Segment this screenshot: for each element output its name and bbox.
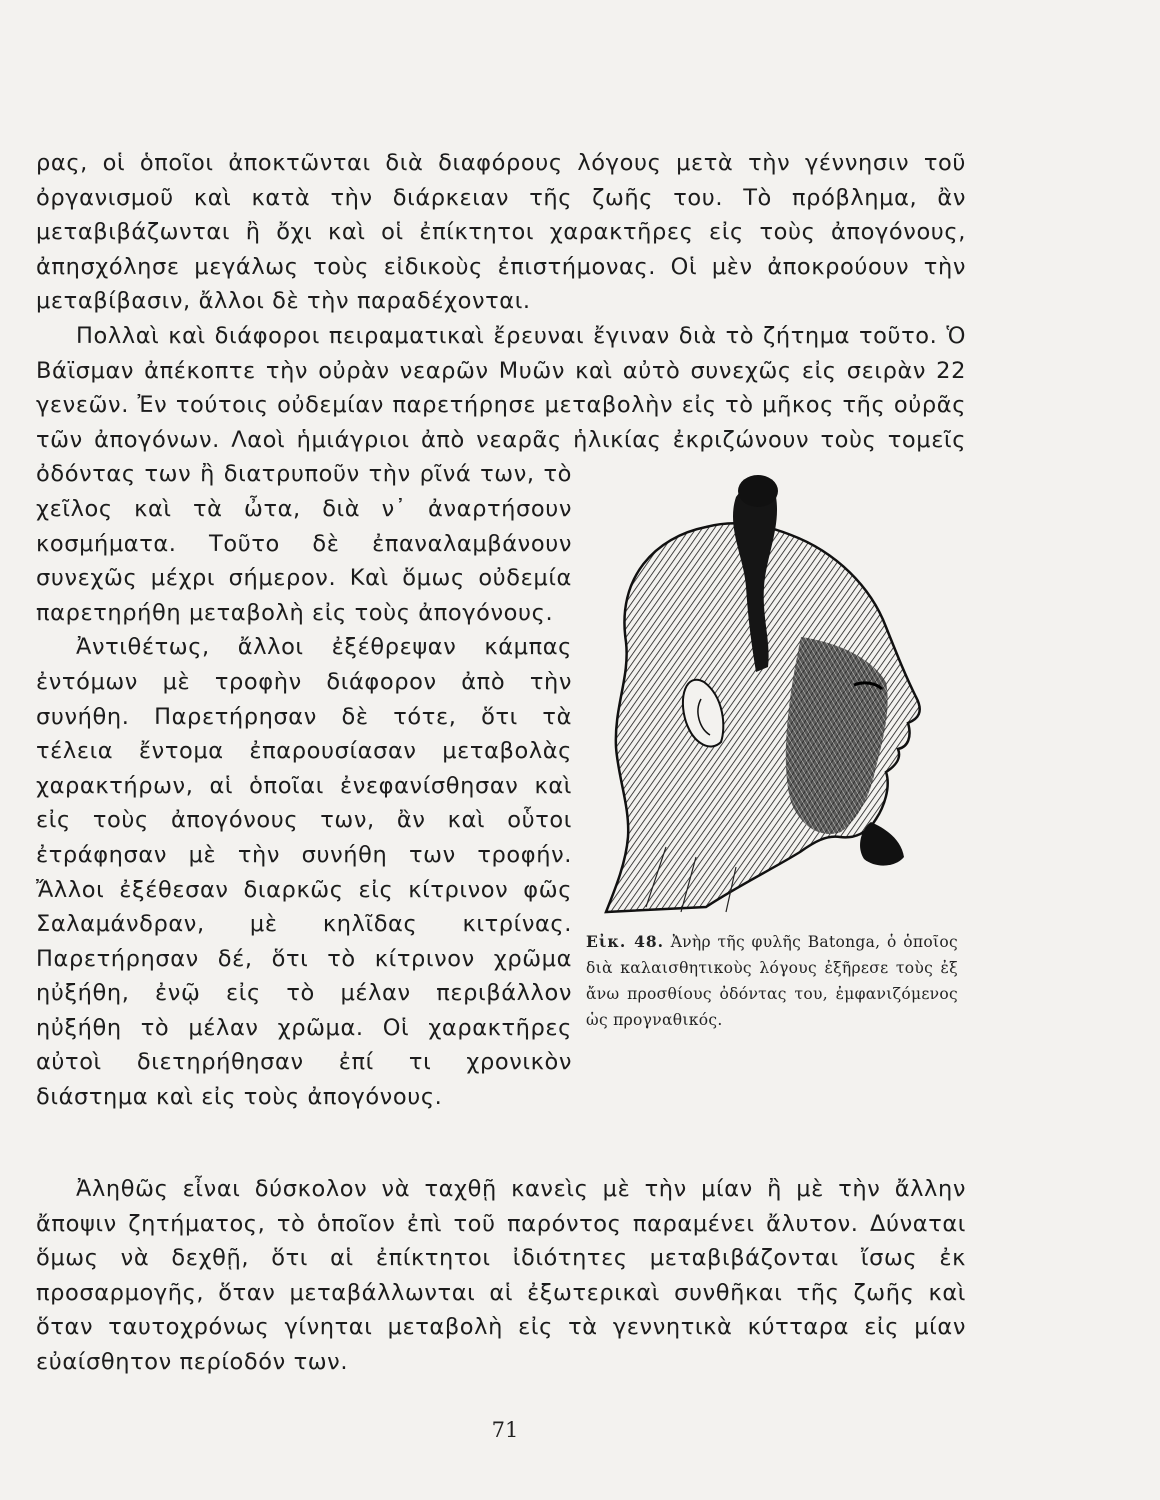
- figure-caption: [586, 929, 958, 1033]
- page-number: 71: [491, 1418, 519, 1442]
- paragraph-4: Ἀληθῶς εἶναι δύσκολον νὰ ταχθῇ κανεὶς μὲ τὴν μίαν ἢ μὲ τὴν ἄλλην ἄποψιν ζητήματος, τὸ ὁποῖον ἐπὶ τοῦ παρόντος παραμένει ἄλυτον. Δύναται ὅμως νὰ δεχθῇ, ὅτι αἱ ἐπίκτητοι ἰδιότητες μεταβιβάζονται ἴσως ἐκ προσαρμογῆς, ὅταν μεταβάλλωνται αἱ ἐξωτερικαὶ συνθῆκαι τῆς ζωῆς καὶ ὅταν ταυτοχρόνως γίνηται μεταβολὴ εἰς τὰ γεννητικὰ κύτταρα εἰς μίαν εὐαίσθητον περίοδόν των.: [36, 1176, 966, 1375]
- figure-caption-text: Ἀνὴρ τῆς φυλῆς Batonga, ὁ ὁποῖος διὰ καλαισθητικοὺς λόγους ἐξῆρεσε τοὺς ἐξ ἄνω προσθίους ὀδόντας του, ἐμφανιζόμενος ὡς προγναθικός.: [586, 933, 958, 1029]
- paragraph-3: Ἀντιθέτως, ἄλλοι ἐξέθρεψαν κάμπας ἐντόμων μὲ τροφὴν διάφορον ἀπὸ τὴν συνήθη. Παρετήρησαν δὲ τότε, ὅτι τὰ τέλεια ἔντομα ἐπαρουσίασαν μεταβολὰς χαρακτήρων, αἱ ὁποῖαι ἐνεφανίσθησαν καὶ εἰς τοὺς ἀπογόνους των, ἂν καὶ οὗτοι ἐτράφησαν μὲ τὴν συνήθη των τροφήν. Ἄλλοι ἐξέθεσαν διαρκῶς εἰς κίτρινον φῶς Σαλαμάνδραν, μὲ κηλῖδας κιτρίνας. Παρετήρησαν δέ, ὅτι τὸ κίτρινον χρῶμα ηὐξήθη, ἐνῷ εἰς τὸ μέλαν περιβάλλον ηὐξήθη τὸ μέλαν χρῶμα. Οἱ χαρακτῆρες αὐτοὶ διετηρήθησαν ἐπί τι χρονικὸν διάστημα καὶ εἰς τοὺς ἀπογόνους.: [36, 634, 572, 1111]
- batonga-man-illustration: [586, 467, 966, 915]
- body-text-column: [36, 319, 966, 1319]
- body-text-lower: [36, 1172, 966, 1380]
- body-text-top: [36, 146, 966, 319]
- figure-label: Εἰκ. 48.: [586, 932, 665, 951]
- paragraph-1: ρας, οἱ ὁποῖοι ἀποκτῶνται διὰ διαφόρους λόγους μετὰ τὴν γέννησιν τοῦ ὀργανισμοῦ καὶ κατὰ τὴν διάρκειαν τῆς ζωῆς του. Τὸ πρόβλημα, ἂν μεταβιβάζωνται ἢ ὄχι καὶ οἱ ἐπίκτητοι χαρακτῆρες εἰς τοὺς ἀπογόνους, ἀπησχόλησε μεγάλως τοὺς εἰδικοὺς ἐπιστήμονας. Οἱ μὲν ἀποκρούουν τὴν μεταβίβασιν, ἄλλοι δὲ τὴν παραδέχονται.: [36, 150, 966, 315]
- figure-48: [586, 467, 966, 1092]
- paragraph-2-flow: Πολλαὶ καὶ διάφοροι πειραματικαὶ ἔρευναι ἔγιναν διὰ τὸ ζήτημα τοῦτο. Ὁ Βάϊσμαν ἀπέκοπτε τὴν οὐρὰν νεαρῶν Μυῶν καὶ αὐτὸ συνεχῶς εἰς σειρὰν 22 γενεῶν. Ἐν τούτοις οὐδεμίαν παρετήρησε μεταβολὴν εἰς τὸ μῆκος τῆς οὐρᾶς τῶν ἀπογόνων. Λαοὶ ἡμιάγριοι ἀπὸ νεαρᾶς ἡλικίας ἐκριζώνουν τοὺς τομεῖς ὀδόντας των ἢ διατρυποῦν τὴν ρῖνά των, τὸ χεῖλος καὶ τὰ ὦτα, διὰ ν᾿ ἀναρτήσουν κοσμήματα. Τοῦτο δὲ ἐπαναλαμβάνουν συνεχῶς μέχρι σήμερον. Καὶ ὅμως οὐδεμία παρετηρήθη μεταβολὴ εἰς τοὺς ἀπογόνους.: [36, 323, 966, 626]
